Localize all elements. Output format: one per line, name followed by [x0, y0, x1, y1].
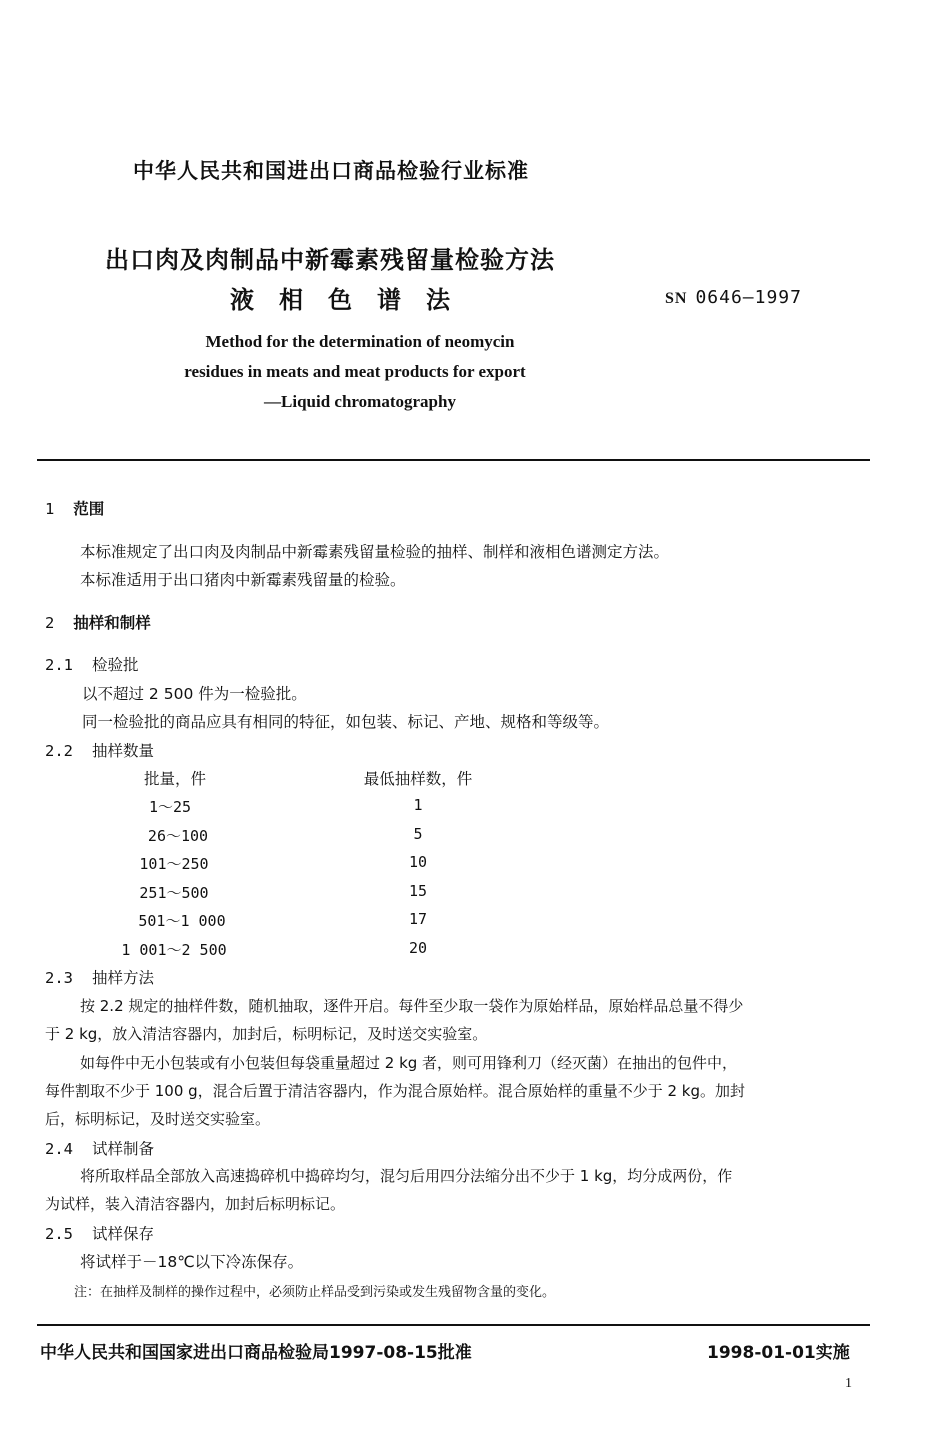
- footer-divider: [37, 1324, 870, 1326]
- table-cell-min: 20: [408, 939, 428, 957]
- subsection-2-3-heading: [45, 966, 154, 988]
- english-title-line1: Method for the determination of neomycin: [205, 332, 515, 351]
- paragraph: 本标准适用于出口猪肉中新霉素残留量的检验。: [80, 571, 406, 589]
- table-cell-lot: 1～25: [148, 798, 192, 816]
- section-title: 范围: [73, 500, 105, 518]
- table-cell-lot: 1 001～2 500: [121, 941, 227, 959]
- approval-line: 中华人民共和国国家进出口商品检验局1997-08-15批准: [40, 1343, 472, 1363]
- table-cell-min: 5: [413, 825, 423, 843]
- table-cell-min: 10: [408, 853, 428, 871]
- table-cell-lot: 501～1 000: [138, 912, 226, 930]
- note: 注：在抽样及制样的操作过程中，必须防止样品受到污染或发生残留物含量的变化。: [74, 1285, 556, 1300]
- table-cell-lot: 101～250: [139, 855, 209, 873]
- effective-date: 1998-01-01实施: [707, 1343, 850, 1363]
- section-number: 2: [45, 614, 55, 632]
- subsection-2-2-heading: [45, 739, 154, 761]
- table-cell-min: 1: [413, 796, 423, 814]
- subsection-2-4-heading: [45, 1137, 154, 1159]
- paragraph: 后，标明标记，及时送交实验室。: [45, 1110, 271, 1128]
- paragraph: 每件割取不少于 100 g，混合后置于清洁容器内，作为混合原始样。混合原始样的重量不少于 2 kg。加封: [45, 1082, 745, 1100]
- section-title: 试样保存: [91, 1225, 154, 1243]
- table-cell-lot: 251～500: [139, 884, 209, 902]
- paragraph: 于 2 kg，放入清洁容器内，加封后，标明标记，及时送交实验室。: [45, 1025, 488, 1043]
- section-2-heading: [45, 611, 151, 633]
- section-number: 2.3: [45, 969, 73, 987]
- section-number: 1: [45, 500, 55, 518]
- table-cell-lot: 26～100: [147, 827, 209, 845]
- section-number: 2.1: [45, 656, 73, 674]
- section-title: 试样制备: [91, 1140, 154, 1158]
- section-number: 2.5: [45, 1225, 73, 1243]
- page-number: 1: [845, 1376, 852, 1391]
- english-title-line3: —Liquid chromatography: [264, 392, 456, 411]
- section-title: 检验批: [91, 656, 139, 674]
- section-title: 抽样数量: [91, 742, 154, 760]
- english-title-line2: residues in meats and meat products for export: [184, 362, 526, 381]
- document-title-line1: 出口肉及肉制品中新霉素残留量检验方法: [105, 246, 555, 274]
- standard-prefix: SN: [665, 290, 688, 307]
- paragraph: 将所取样品全部放入高速捣碎机中捣碎均匀，混匀后用四分法缩分出不少于 1 kg，均分成两份，作: [80, 1167, 733, 1185]
- subsection-2-1-heading: [45, 653, 138, 675]
- standard-number: [665, 287, 802, 308]
- subsection-2-5-heading: [45, 1222, 154, 1244]
- paragraph: 本标准规定了出口肉及肉制品中新霉素残留量检验的抽样、制样和液相色谱测定方法。: [80, 543, 670, 561]
- paragraph: 将试样于－18℃以下冷冻保存。: [80, 1253, 304, 1271]
- header-divider: [37, 459, 870, 461]
- standard-code: 0646—1997: [695, 287, 802, 308]
- section-title: 抽样方法: [91, 969, 154, 987]
- document-title-line2: 液相色谱法: [230, 286, 475, 314]
- section-number: 2.2: [45, 742, 73, 760]
- table-cell-min: 15: [408, 882, 428, 900]
- paragraph: 如每件中无小包装或有小包装但每袋重量超过 2 kg 者，则可用锋利刀（经灭菌）在抽出的包件中，: [80, 1054, 738, 1072]
- paragraph: 为试样，装入清洁容器内，加封后标明标记。: [45, 1195, 346, 1213]
- paragraph: 以不超过 2 500 件为一检验批。: [82, 685, 307, 703]
- paragraph: 同一检验批的商品应具有相同的特征，如包装、标记、产地、规格和等级等。: [82, 713, 610, 731]
- table-header-lot-size: 批量，件: [143, 770, 206, 788]
- paragraph: 按 2.2 规定的抽样件数，随机抽取，逐件开启。每件至少取一袋作为原始样品，原始样品总量不得少: [80, 997, 744, 1015]
- table-header-min-samples: 最低抽样数，件: [363, 770, 473, 788]
- industry-standard-heading: 中华人民共和国进出口商品检验行业标准: [133, 159, 529, 183]
- section-number: 2.4: [45, 1140, 73, 1158]
- table-cell-min: 17: [408, 910, 428, 928]
- section-1-heading: [45, 497, 104, 519]
- section-title: 抽样和制样: [73, 614, 151, 632]
